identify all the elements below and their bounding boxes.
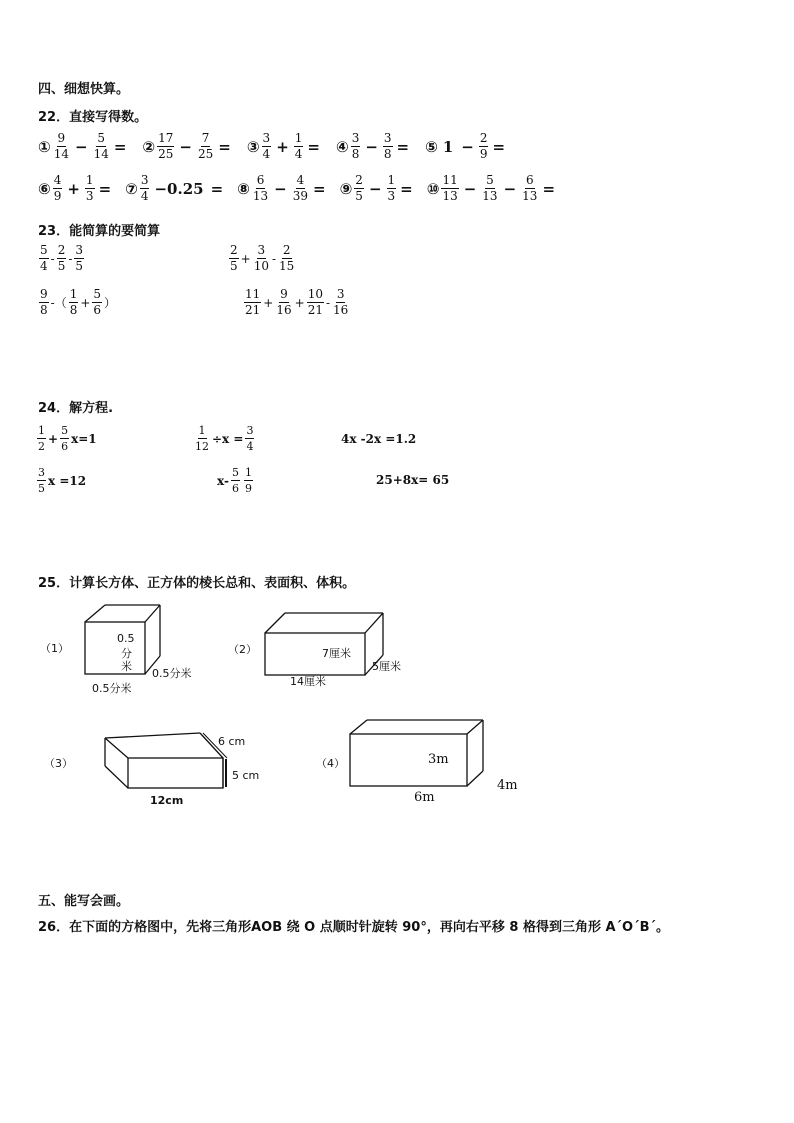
equals-sign: =: [210, 179, 224, 198]
fraction: $\frac{3}{16}$: [333, 287, 349, 317]
fraction: $\frac{3}{4}$: [246, 424, 254, 453]
fraction: $\frac{17}{25}$: [158, 131, 174, 161]
operator: +: [263, 295, 274, 310]
q22-item: [38, 174, 113, 203]
item-number-mark: ②: [142, 137, 156, 156]
operator: ÷x =: [212, 431, 244, 446]
figure-3-bottom-label: 12cm: [150, 794, 184, 807]
operator: −0.25: [154, 179, 204, 198]
section-4-title: 四、细想快算。: [38, 82, 130, 97]
q23-expression-3: [38, 288, 117, 317]
figure-3-label: （3）: [44, 757, 73, 770]
operator: 25+8x= 65: [376, 473, 450, 487]
fraction: $\frac{11}{13}$: [442, 173, 458, 203]
operator: x-: [217, 473, 229, 488]
fraction: $\frac{1}{8}$: [69, 287, 78, 317]
figure-1-height-label-2: 分: [121, 647, 132, 660]
q23-expression-2: [228, 244, 296, 273]
equals-sign: =: [396, 137, 410, 156]
operator: -: [271, 251, 277, 266]
figure-1-height-label-3: 米: [121, 660, 132, 673]
figure-1-bottom-label: 0.5分米: [92, 682, 132, 695]
fraction: $\frac{9}{14}$: [53, 131, 69, 161]
fraction: $\frac{5}{4}$: [40, 243, 48, 273]
item-number-mark: ⑧: [237, 179, 250, 198]
operator: +: [240, 251, 251, 266]
operator: −: [503, 179, 517, 198]
section-5-title: 五、能写会画。: [38, 894, 130, 909]
figure-3-top-label: 6 cm: [218, 735, 246, 748]
q22-item: [340, 174, 415, 203]
operator: -: [325, 295, 331, 310]
equals-sign: =: [400, 179, 413, 198]
q22-row-2: [38, 174, 557, 203]
equals-sign: =: [307, 137, 320, 156]
operator: −: [368, 179, 382, 198]
fraction: $\frac{3}{4}$: [140, 173, 149, 203]
figure-2-label: （2）: [228, 643, 257, 656]
operator: +: [80, 295, 91, 310]
fraction: $\frac{6}{13}$: [522, 173, 538, 203]
q24-equation-6: [375, 473, 450, 487]
equals-sign: =: [218, 137, 231, 156]
q22-item: [125, 174, 225, 203]
fraction: $\frac{9}{8}$: [40, 287, 48, 317]
item-number-mark: ⑦: [125, 179, 138, 198]
q23-expression-4: [243, 288, 350, 317]
fraction: $\frac{11}{21}$: [245, 287, 261, 317]
operator: +: [294, 295, 305, 310]
fraction: $\frac{1}{2}$: [38, 424, 45, 453]
fraction: $\frac{2}{5}$: [355, 173, 363, 203]
fraction: $\frac{2}{5}$: [230, 243, 238, 273]
operator: −: [74, 137, 88, 156]
operator: 4x -2x =1.2: [341, 432, 417, 446]
figure-4-bottom-label: 6m: [414, 790, 435, 805]
equals-sign: =: [98, 179, 112, 198]
equals-sign: =: [313, 179, 326, 198]
item-number-mark: ⑤: [425, 137, 438, 156]
fraction: $\frac{2}{5}$: [57, 243, 66, 273]
equals-sign: =: [542, 179, 556, 198]
fraction: $\frac{3}{5}$: [75, 243, 84, 273]
fraction: $\frac{3}{10}$: [253, 243, 269, 273]
fraction: $\frac{6}{13}$: [252, 173, 269, 203]
operator: 1: [442, 137, 454, 156]
operator: −: [461, 137, 474, 156]
fraction: $\frac{7}{25}$: [197, 131, 214, 161]
operator: ）: [104, 296, 117, 310]
question-24-title: 24．解方程.: [38, 401, 114, 416]
q22-item: [425, 132, 507, 161]
q24-equation-3: [340, 432, 417, 446]
q22-item: [237, 174, 327, 203]
question-23-title: 23．能简算的要简算: [38, 224, 161, 239]
operator: −: [179, 137, 192, 156]
operator: -: [50, 251, 55, 266]
item-number-mark: ③: [246, 137, 260, 156]
fraction: $\frac{3}{5}$: [38, 466, 45, 495]
operator: -（: [50, 296, 67, 310]
item-number-mark: ④: [335, 137, 349, 156]
q24-equation-2: [193, 424, 255, 453]
fraction: $\frac{5}{6}$: [231, 466, 239, 495]
fraction: $\frac{1}{9}$: [244, 466, 252, 495]
fraction: $\frac{9}{16}$: [276, 287, 292, 317]
item-number-mark: ⑥: [38, 179, 51, 198]
figure-4-cuboid: [345, 716, 490, 791]
figure-2-side-label: 5厘米: [372, 660, 401, 673]
fraction: $\frac{1}{3}$: [387, 173, 396, 203]
fraction: $\frac{5}{6}$: [61, 424, 69, 453]
q22-item: [38, 132, 128, 161]
fraction: $\frac{3}{8}$: [383, 131, 392, 161]
fraction: $\frac{3}{4}$: [262, 131, 271, 161]
operator: +: [67, 179, 80, 198]
question-26-text: 26．在下面的方格图中，先将三角形AOB 绕 O 点顺时针旋转 90°，再向右平移 8 格得到三角形 A´O´B´。: [38, 920, 670, 935]
fraction: $\frac{3}{8}$: [351, 131, 360, 161]
q24-equation-4: [36, 466, 87, 495]
figure-1-side-label: 0.5分米: [152, 667, 192, 680]
equals-sign: =: [492, 137, 506, 156]
q24-equation-1: [36, 424, 98, 453]
fraction: $\frac{2}{15}$: [279, 243, 295, 273]
fraction: $\frac{5}{13}$: [482, 173, 498, 203]
operator: −: [365, 137, 378, 156]
figure-1-label: （1）: [40, 642, 69, 655]
fraction: $\frac{4}{9}$: [53, 173, 62, 203]
fraction: $\frac{5}{6}$: [93, 287, 102, 317]
question-22-title: 22．直接写得数。: [38, 110, 148, 125]
fraction: $\frac{4}{39}$: [292, 173, 309, 203]
operator: x =12: [48, 473, 87, 488]
fraction: $\frac{1}{12}$: [195, 424, 209, 453]
fraction: $\frac{2}{9}$: [479, 131, 488, 161]
figure-2-cuboid: [260, 608, 390, 678]
operator: x=1: [71, 431, 97, 446]
q23-expression-1: [38, 244, 85, 273]
operator: −: [463, 179, 477, 198]
equals-sign: =: [113, 137, 127, 156]
figure-3-side-label: 5 cm: [232, 769, 260, 782]
q22-row-1: [38, 132, 507, 161]
figure-2-height-label: 7厘米: [322, 647, 351, 660]
operator: +: [48, 431, 59, 446]
figure-4-label: （4）: [316, 757, 345, 770]
figure-4-side-label: 4m: [497, 778, 518, 793]
q22-item: [247, 132, 322, 161]
q24-equation-5: [216, 466, 254, 495]
q22-item: [142, 132, 232, 161]
operator: -: [68, 251, 73, 266]
item-number-mark: ⑨: [339, 179, 353, 198]
q22-item: [336, 132, 411, 161]
question-25-title: 25．计算长方体、正方体的棱长总和、表面积、体积。: [38, 576, 356, 591]
fraction: $\frac{1}{4}$: [294, 131, 303, 161]
figure-4-height-label: 3m: [428, 752, 449, 767]
figure-1-height-label-1: 0.5: [117, 632, 135, 645]
figure-2-bottom-label: 14厘米: [290, 675, 326, 688]
item-number-mark: ⑩: [426, 179, 440, 198]
fraction: $\frac{1}{3}$: [85, 173, 94, 203]
operator: +: [276, 137, 289, 156]
fraction: $\frac{5}{14}$: [93, 131, 109, 161]
fraction: $\frac{10}{21}$: [307, 287, 323, 317]
q22-item: [427, 174, 557, 203]
operator: −: [274, 179, 287, 198]
item-number-mark: ①: [38, 137, 51, 156]
